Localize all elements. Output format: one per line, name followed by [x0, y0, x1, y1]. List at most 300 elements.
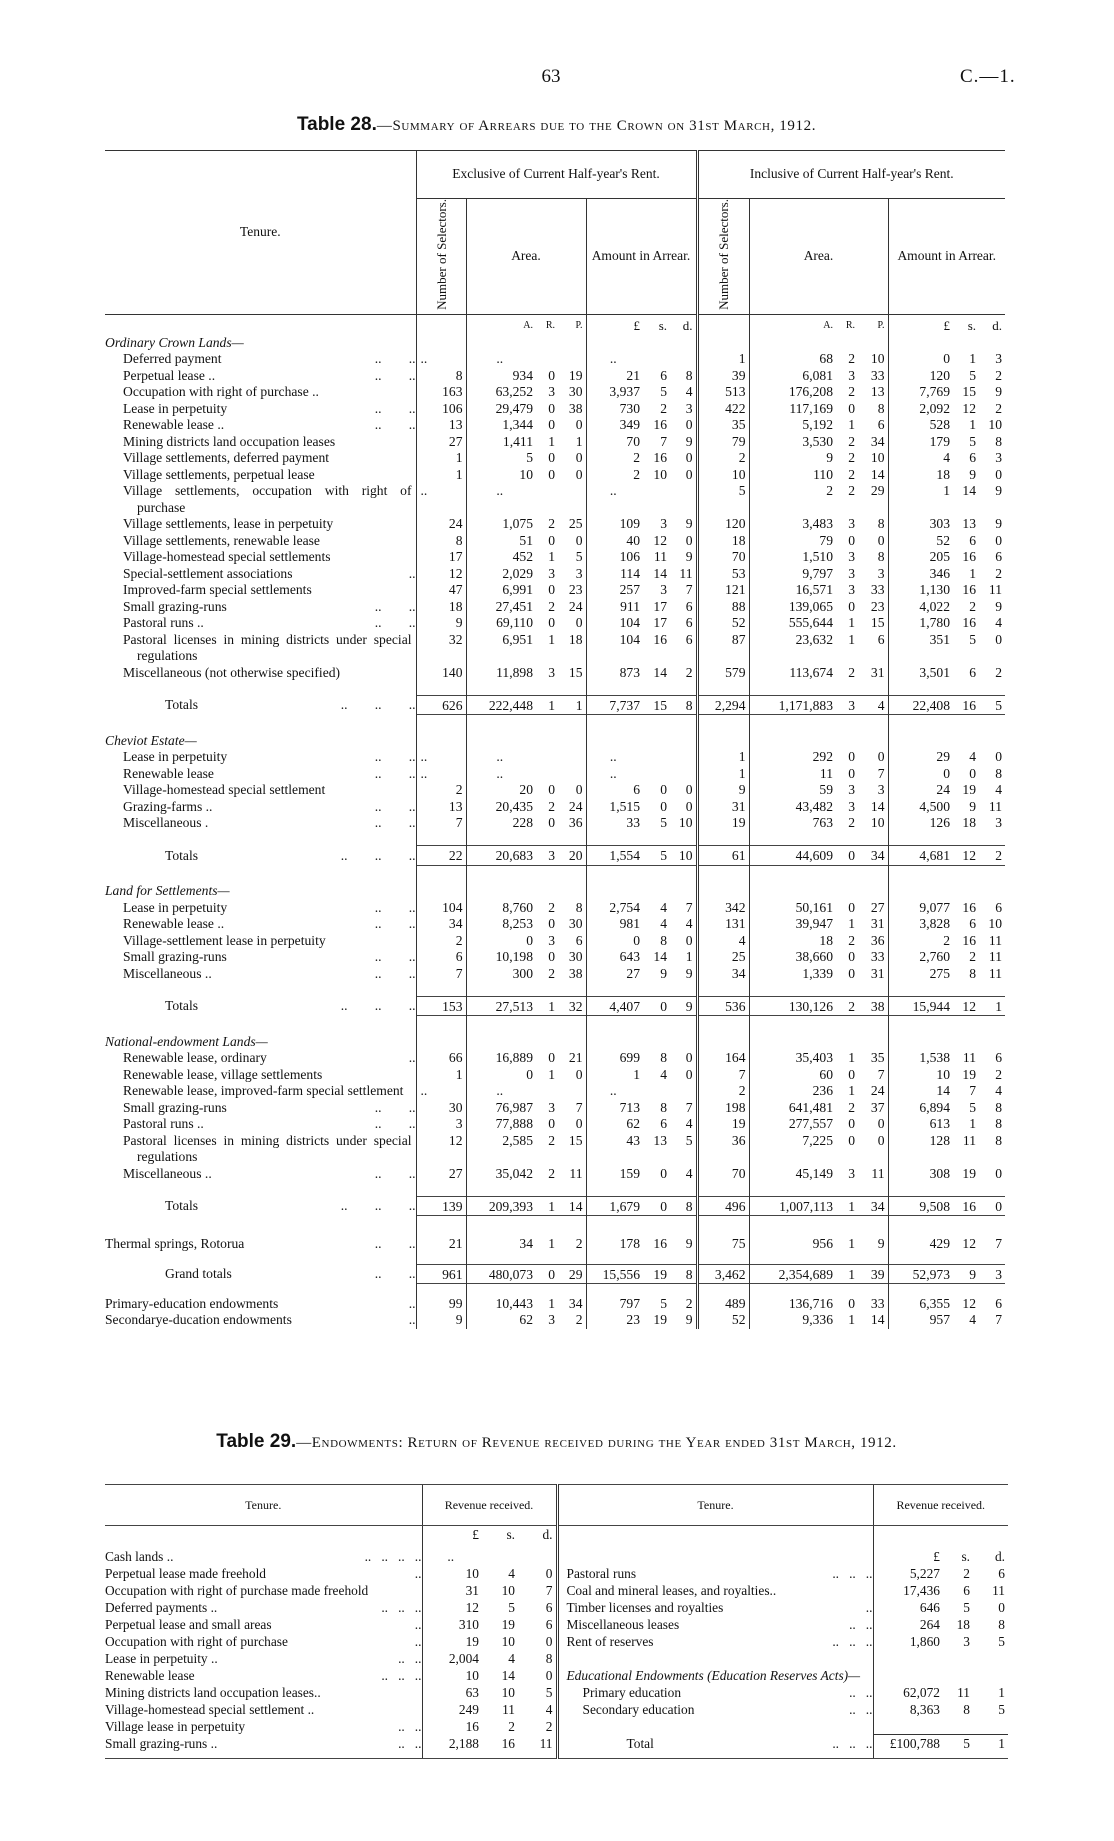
spacer	[558, 1216, 586, 1234]
value-cell: 2,760	[888, 949, 953, 966]
value-cell: 0	[685, 450, 693, 466]
value-cell: ..	[416, 483, 466, 516]
value-cell: 27	[416, 434, 466, 451]
value-cell: 9	[995, 516, 1002, 532]
value-cell: 5	[466, 450, 536, 467]
table-row	[105, 434, 1005, 451]
tenure-label	[105, 695, 416, 715]
value-cell: 36	[870, 932, 885, 948]
value-cell: 9	[969, 466, 976, 482]
value-cell: 0	[888, 351, 953, 368]
value-cell: 2	[848, 932, 855, 948]
value-cell: 16	[653, 417, 667, 433]
value-cell: 11,898	[466, 665, 536, 682]
spacer	[979, 715, 1005, 733]
leader-dots: ..	[414, 1616, 422, 1632]
spacer	[858, 982, 888, 996]
value-cell: 79	[749, 533, 836, 550]
tenure-label-wrap	[567, 1599, 873, 1616]
spacer	[105, 1216, 416, 1234]
value-cell: 3	[995, 351, 1002, 367]
tenure-label	[557, 1667, 873, 1684]
spacer	[858, 865, 888, 883]
spacer	[416, 865, 466, 883]
value-cell: 5,227	[873, 1565, 943, 1582]
spacer	[105, 982, 416, 996]
value-cell	[670, 351, 697, 368]
tenure-label-text: Deferred payment	[123, 351, 222, 367]
spacer	[558, 832, 586, 846]
leader-dots	[412, 632, 416, 665]
value-cell: 4,500	[888, 799, 953, 816]
value-cell: 11	[988, 582, 1002, 598]
tenure-label-wrap	[123, 417, 416, 434]
value-cell: 130,126	[749, 996, 836, 1016]
tenure-label-wrap	[123, 1116, 416, 1133]
value-cell: 21	[416, 1234, 466, 1253]
leader-dots: .. .. .. ..	[364, 1548, 422, 1564]
value-cell: 16	[953, 1196, 979, 1216]
value-cell: 1	[548, 549, 555, 565]
value-cell: 34	[416, 916, 466, 933]
value-cell: 1	[848, 1312, 855, 1328]
tenure-label-text: Lease in perpetuity	[123, 749, 228, 765]
value-cell: 1,007,113	[749, 1196, 836, 1216]
value-cell: 33	[586, 815, 643, 832]
spacer	[558, 335, 586, 352]
value-cell: 11	[539, 1735, 553, 1751]
tenure-label	[105, 1166, 416, 1183]
value-cell: 1	[416, 1067, 466, 1084]
tenure-label-text: Renewable lease, village settlements	[123, 1066, 323, 1082]
value-cell: 8	[670, 1264, 697, 1284]
value-cell: 9	[697, 782, 749, 799]
value-cell: 12	[422, 1599, 482, 1616]
tenure-label-text: Miscellaneous .	[123, 815, 209, 831]
table-row	[105, 949, 1005, 966]
leader-dots: .. ..	[374, 749, 416, 765]
value-cell: 8	[416, 368, 466, 385]
tenure-label-text: Primary-education endowments	[105, 1295, 279, 1311]
tenure-label	[105, 996, 416, 1016]
spacer	[979, 832, 1005, 846]
table-row	[105, 384, 1005, 401]
table-row	[105, 417, 1005, 434]
tenure-label-text: Total	[626, 1735, 654, 1751]
value-cell: 38	[568, 400, 583, 416]
tenure-label-text: Renewable lease	[105, 1667, 195, 1683]
value-cell: 13	[416, 799, 466, 816]
value-cell: 4	[858, 695, 888, 715]
value-cell: 20,683	[466, 846, 536, 866]
value-cell: 30	[568, 949, 583, 965]
value-cell: 12	[962, 1295, 976, 1311]
value-cell: 19	[697, 815, 749, 832]
value-cell: 9	[660, 965, 667, 981]
value-cell: 5	[508, 1599, 515, 1615]
value-cell: 961	[416, 1264, 466, 1284]
units-row	[105, 315, 1005, 335]
leader-dots: ..	[414, 1565, 422, 1581]
value-cell: 0	[995, 749, 1002, 765]
value-cell: 109	[586, 516, 643, 533]
value-cell: 2	[586, 450, 643, 467]
tenure-label	[105, 665, 416, 682]
tenure-label	[105, 1650, 422, 1667]
value-cell: 2	[508, 1718, 515, 1734]
value-cell: 8	[963, 1701, 970, 1717]
tenure-label	[105, 782, 416, 799]
value-cell: 10	[501, 1633, 515, 1649]
spacer	[953, 335, 979, 352]
spacer-row	[105, 832, 1005, 846]
value-cell: 126	[888, 815, 953, 832]
value-cell: ..	[422, 1548, 482, 1565]
value-cell: 957	[888, 1312, 953, 1329]
value-cell: 0	[548, 450, 555, 466]
value-cell: 8	[416, 533, 466, 550]
value-cell: 0	[836, 846, 858, 866]
table-row	[105, 368, 1005, 385]
value-cell: 14	[558, 1196, 586, 1216]
value-cell: 2	[848, 664, 855, 680]
value-cell: 5	[685, 1132, 693, 1148]
value-cell: 11	[653, 549, 667, 565]
spacer	[836, 865, 858, 883]
value-cell: 2	[548, 1132, 555, 1148]
value-cell: 228	[466, 815, 536, 832]
value-cell: 3	[995, 815, 1002, 831]
tenure-label-wrap	[123, 566, 416, 583]
leader-dots	[412, 516, 416, 533]
value-cell: 114	[586, 566, 643, 583]
tenure-label-wrap	[105, 1735, 422, 1752]
spacer	[697, 865, 749, 883]
value-cell: 113,674	[749, 665, 836, 682]
value-cell: 3,501	[888, 665, 953, 682]
tenure-label	[105, 815, 416, 832]
spacer	[558, 865, 586, 883]
value-cell	[558, 351, 586, 368]
value-cell: 60	[749, 1067, 836, 1084]
spacer	[697, 1016, 749, 1034]
spacer-row	[105, 1252, 1005, 1264]
spacer	[858, 1016, 888, 1034]
spacer	[518, 1752, 557, 1759]
value-cell: 23	[568, 582, 583, 598]
value-cell	[558, 1083, 586, 1100]
spacer	[749, 883, 836, 900]
tenure-label-text: Totals	[165, 847, 199, 863]
value-cell: 37	[870, 1099, 885, 1115]
value-cell: 16	[962, 932, 976, 948]
spacer	[953, 715, 979, 733]
tenure-label-wrap	[123, 1067, 416, 1084]
tenure-label	[105, 516, 416, 533]
value-cell: 14	[501, 1667, 515, 1683]
value-cell: 34	[697, 966, 749, 983]
value-cell	[643, 351, 670, 368]
value-cell: 0	[848, 1116, 855, 1132]
value-cell	[670, 1083, 697, 1100]
value-cell: 10	[697, 467, 749, 484]
value-cell: 87	[697, 632, 749, 665]
value-cell: 40	[586, 533, 643, 550]
value-cell: 257	[586, 582, 643, 599]
value-cell: 9	[877, 1235, 885, 1251]
value-cell	[643, 1083, 670, 1100]
section-heading-row	[105, 883, 1005, 900]
spacer	[888, 883, 953, 900]
value-cell: 1	[969, 565, 976, 581]
tenure-label-text: Timber licenses and royalties	[566, 1599, 724, 1615]
value-cell: 3	[660, 582, 667, 598]
leader-dots: .. ..	[374, 815, 416, 831]
value-cell: 7	[877, 1066, 885, 1082]
spacer	[888, 335, 953, 352]
tenure-label	[105, 1599, 422, 1616]
value-cell: 1,510	[749, 549, 836, 566]
spacer	[749, 715, 836, 733]
value-cell: 33	[870, 1295, 885, 1311]
spacer	[643, 335, 670, 352]
value-cell: 27	[870, 899, 885, 915]
value-cell: 1,171,883	[749, 695, 836, 715]
value-cell: 0	[536, 1264, 558, 1284]
value-cell: 2	[848, 433, 855, 449]
value-cell: 11	[502, 1701, 515, 1717]
value-cell: 9	[416, 1312, 466, 1329]
table-row	[105, 351, 1005, 368]
tenure-label-text: Special-settlement associations	[123, 565, 293, 581]
table-row	[105, 401, 1005, 418]
value-cell: 1	[697, 351, 749, 368]
value-cell: 873	[586, 665, 643, 682]
value-cell: 32	[558, 996, 586, 1016]
value-cell: 2	[995, 367, 1002, 383]
spacer-row	[105, 1182, 1005, 1196]
tenure-label	[105, 1701, 422, 1718]
unit-label: £	[586, 315, 643, 335]
value-cell: 17	[653, 598, 667, 614]
spacer	[749, 832, 836, 846]
spacer	[697, 1034, 749, 1051]
value-cell: 0	[548, 949, 555, 965]
tenure-label-text: Educational Endowments (Education Reserves Acts)—	[566, 1667, 861, 1683]
value-cell: ..	[586, 766, 643, 783]
tenure-label	[105, 599, 416, 616]
value-cell: 19	[653, 1312, 667, 1328]
value-cell: 2	[575, 1312, 583, 1328]
value-cell: 11	[957, 1684, 970, 1700]
value-cell	[536, 483, 558, 516]
spacer	[858, 733, 888, 750]
unit-label: A.	[466, 315, 536, 335]
spacer	[643, 883, 670, 900]
spacer	[953, 1016, 979, 1034]
value-cell: 6	[685, 615, 693, 631]
value-cell: 17	[416, 549, 466, 566]
value-cell: 7	[416, 966, 466, 983]
value-cell: 513	[697, 384, 749, 401]
table-row	[105, 1548, 1008, 1565]
value-cell: 0	[848, 532, 855, 548]
spacer	[697, 681, 749, 695]
table-row	[105, 1667, 1008, 1684]
tenure-label	[557, 1650, 873, 1667]
area-header-inclusive: Area.	[749, 199, 888, 315]
spacer	[873, 1526, 943, 1548]
tenure-label-text: Village-settlement lease in perpetuity	[123, 932, 326, 948]
tenure-label	[105, 1684, 422, 1701]
value-cell: 6	[660, 367, 667, 383]
value-cell: 0	[995, 532, 1002, 548]
value-cell: 106	[416, 401, 466, 418]
tenure-label-wrap	[567, 1633, 873, 1650]
spacer	[466, 865, 536, 883]
table-row	[105, 1701, 1008, 1718]
leader-dots: ..	[408, 565, 416, 581]
value-cell	[643, 483, 670, 516]
value-cell: 5	[969, 1099, 976, 1115]
spacer	[586, 982, 643, 996]
value-cell: 20	[558, 846, 586, 866]
value-cell: 277,557	[749, 1116, 836, 1133]
tenure-label-wrap	[123, 434, 416, 451]
spacer	[697, 335, 749, 352]
value-cell: 0	[685, 417, 693, 433]
spacer	[858, 1034, 888, 1051]
tenure-label	[105, 916, 416, 933]
tenure-label-wrap	[105, 1633, 422, 1650]
value-cell: 2	[848, 450, 855, 466]
leader-dots	[412, 483, 416, 516]
tenure-label	[105, 1116, 416, 1133]
value-cell: 31	[697, 799, 749, 816]
tenure-label-wrap	[105, 1718, 422, 1735]
spacer	[670, 832, 697, 846]
value-cell: 179	[888, 434, 953, 451]
tenure-label	[105, 351, 416, 368]
leader-dots	[412, 549, 416, 566]
tenure-label-text: Grazing-farms ..	[123, 798, 213, 814]
spacer	[643, 832, 670, 846]
value-cell: 27,513	[466, 996, 536, 1016]
value-cell: 2	[848, 466, 855, 482]
leader-dots: ..	[408, 1050, 416, 1066]
value-cell: 18	[697, 533, 749, 550]
spacer	[749, 1182, 836, 1196]
value-cell: 61	[697, 846, 749, 866]
spacer	[836, 1252, 858, 1264]
revenue-header-left: Revenue received.	[422, 1485, 557, 1526]
value-cell: 613	[888, 1116, 953, 1133]
tenure-label-text: Perpetual lease made freehold	[105, 1565, 266, 1581]
value-cell: 489	[697, 1296, 749, 1313]
value-cell: 7	[877, 765, 885, 781]
value-cell: 14	[870, 1312, 885, 1328]
value-cell: 136,716	[749, 1296, 836, 1313]
value-cell: 2,354,689	[749, 1264, 836, 1284]
spacer	[888, 681, 953, 695]
tenure-label	[105, 1312, 416, 1329]
value-cell: 2	[963, 1565, 970, 1581]
section-heading-row	[105, 1034, 1005, 1051]
value-cell: 9	[953, 1264, 979, 1284]
tenure-label-text: Secondary education	[582, 1701, 695, 1717]
value-cell: 6	[969, 916, 976, 932]
unit-label	[697, 315, 749, 335]
value-cell: 18	[416, 599, 466, 616]
spacer	[953, 1034, 979, 1051]
spacer-row	[105, 715, 1005, 733]
spacer	[888, 715, 953, 733]
spacer	[836, 1216, 858, 1234]
value-cell: 3	[836, 695, 858, 715]
leader-dots	[412, 1133, 416, 1166]
value-cell: 75	[697, 1234, 749, 1253]
tenure-label	[105, 401, 416, 418]
value-cell: 1	[848, 916, 855, 932]
value-cell: 70	[697, 549, 749, 566]
value-cell: 0	[586, 933, 643, 950]
value-cell	[536, 749, 558, 766]
tenure-label-wrap	[123, 401, 416, 418]
spacer	[416, 335, 466, 352]
value-cell: 7	[685, 1099, 693, 1115]
tenure-label-wrap	[123, 615, 416, 632]
value-cell: 1	[848, 631, 855, 647]
value-cell: 1	[979, 996, 1005, 1016]
tenure-label-wrap	[123, 1133, 416, 1166]
value-cell: 36	[568, 815, 583, 831]
value-cell: 9	[670, 996, 697, 1016]
leader-dots	[412, 1067, 416, 1084]
spacer	[749, 1034, 836, 1051]
spacer	[416, 1216, 466, 1234]
value-cell: 2	[836, 996, 858, 1016]
spacer	[466, 1182, 536, 1196]
value-cell: 3	[685, 400, 693, 416]
leader-dots: .. .. ..	[340, 1198, 416, 1214]
value-cell: 0	[548, 615, 555, 631]
spacer	[888, 733, 953, 750]
value-cell: 2	[848, 351, 855, 367]
value-cell: 11	[988, 949, 1002, 965]
value-cell: 23,632	[749, 632, 836, 665]
value-cell: 2	[685, 664, 693, 680]
value-cell: 62	[466, 1312, 536, 1329]
spacer	[888, 1016, 953, 1034]
spacer	[558, 733, 586, 750]
selectors-header-inclusive: Number of Selectors.	[697, 199, 749, 315]
amount-header-inclusive: Amount in Arrear.	[888, 199, 1005, 315]
tenure-label-wrap	[123, 933, 416, 950]
value-cell: 110	[749, 467, 836, 484]
value-cell: 30	[416, 1100, 466, 1117]
value-cell: 11	[569, 1165, 583, 1181]
value-cell: ..	[416, 749, 466, 766]
leader-dots: .. ..	[849, 1616, 873, 1632]
value-cell: 292	[749, 749, 836, 766]
leader-dots: ..	[408, 1312, 416, 1328]
value-cell: 11	[988, 932, 1002, 948]
value-cell: 2	[548, 1165, 555, 1181]
section-heading: National-endowment Lands—	[105, 1033, 268, 1049]
value-cell: 8	[969, 965, 976, 981]
tenure-label	[105, 1050, 416, 1067]
tenure-label	[105, 749, 416, 766]
